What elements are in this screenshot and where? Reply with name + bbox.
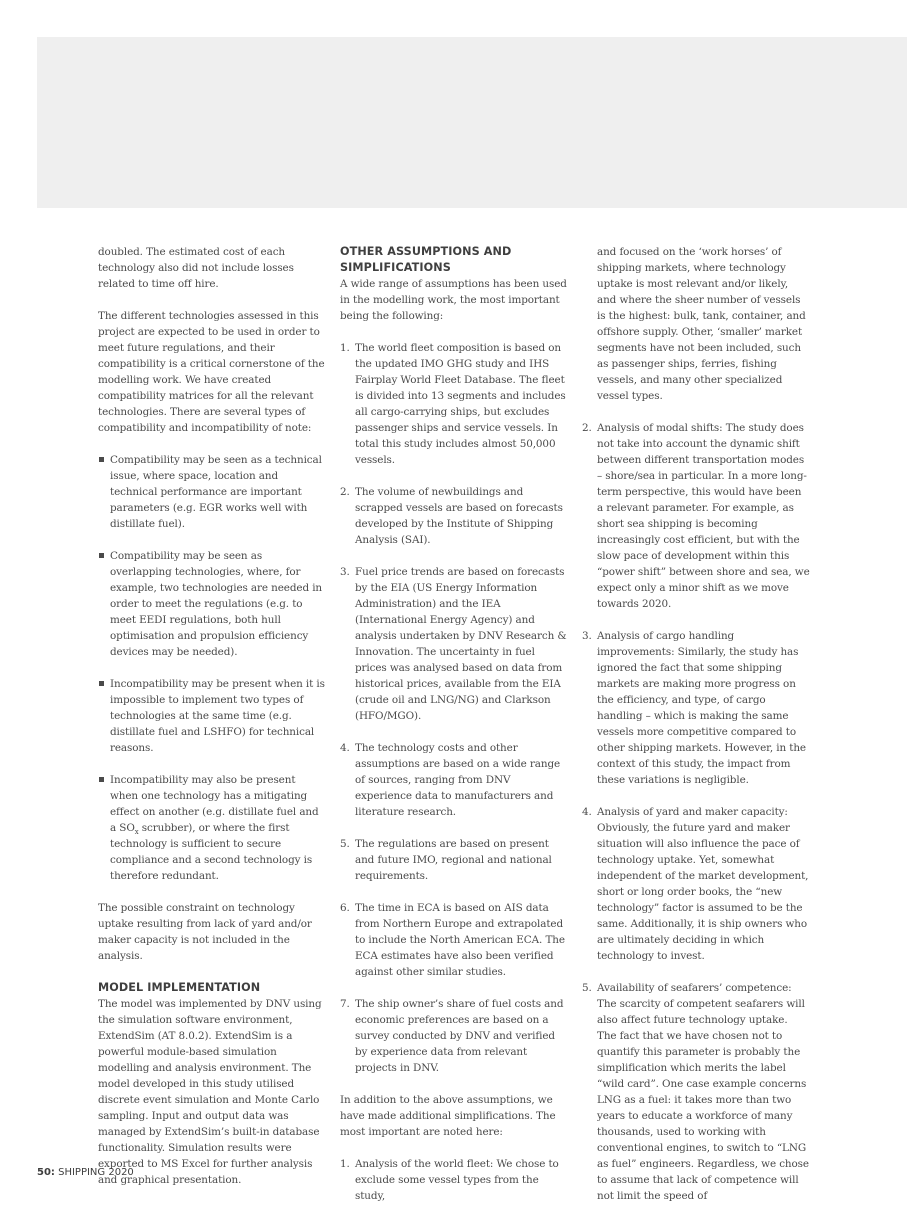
list-item-text: The regulations are based on present and future IMO, regional and national requirements. — [355, 838, 552, 882]
numbered-list — [340, 1156, 568, 1204]
list-item — [340, 900, 568, 980]
list-item — [582, 980, 810, 1204]
list-item — [582, 804, 810, 964]
bullet-icon — [99, 681, 104, 686]
column-2 — [340, 244, 568, 1220]
bullet-icon — [99, 457, 104, 462]
list-item-text: Analysis of modal shifts: The study does not take into account the dynamic shift between different transportation modes – shore/sea in particular. In a more long-term perspective, this would have been a relevant parameter. For example, as short sea shipping is becoming increasingly cost efficient, but with the slow pace of development within this “power shift” between shore and sea, we expect only a minor shift as we move towards 2020. — [597, 422, 810, 610]
column-3 — [582, 244, 810, 1220]
list-number: 6. — [340, 902, 350, 914]
list-number: 3. — [582, 630, 592, 642]
list-item-text: The technology costs and other assumptions are based on a wide range of sources, ranging from DNV experience data to manufacturers and literature research. — [355, 742, 561, 818]
paragraph: The model was implemented by DNV using the simulation software environment, ExtendSim (AT 8.0.2). ExtendSim is a powerful module-based simulation modelling and analysis environment. The model developed in this study utilised discrete event simulation and Monte Carlo sampling. Input and output data was managed by ExtendSim’s built-in database functionality. Simulation results were exported to MS Excel for further analysis and graphical presentation. — [98, 998, 322, 1186]
list-item-text: scrubber), or where the first technology is sufficient to secure compliance and a second technology is therefore redundant. — [110, 822, 313, 882]
list-item-text: Incompatibility may also be present when one technology has a mitigating effect on another (e.g. distillate fuel and a SO — [110, 774, 319, 834]
list-item — [98, 676, 326, 756]
list-item — [98, 548, 326, 660]
list-item — [340, 740, 568, 820]
paragraph: A wide range of assumptions has been used in the modelling work, the most important being the following: — [340, 278, 567, 322]
bullet-icon — [99, 553, 104, 558]
list-item — [340, 484, 568, 548]
list-item — [340, 1156, 568, 1204]
page-footer — [37, 1167, 134, 1178]
numbered-list — [340, 340, 568, 1076]
list-item-text: Incompatibility may be present when it is impossible to implement two types of technologies at the same time (e.g. distillate fuel and LSHFO) for technical reasons. — [110, 678, 325, 754]
list-item-text: Compatibility may be seen as overlapping technologies, where, for example, two technologies are needed in order to meet the regulations (e.g. to meet EEDI regulations, both hull optimisation and propulsion efficiency devices may be needed). — [110, 550, 323, 658]
publication-title: SHIPPING 2020 — [58, 1167, 134, 1178]
list-number: 3. — [340, 566, 350, 578]
list-number: 5. — [582, 982, 592, 994]
list-item-continued — [582, 244, 810, 404]
list-number: 2. — [340, 486, 350, 498]
list-item-text: and focused on the ‘work horses’ of shipping markets, where technology uptake is most relevant and/or likely, and where the sheer number of vessels is the highest: bulk, tank, container, and offshore supply. Other, ‘smaller’ market segments have not been included, such as passenger ships, ferries, fishing vessels, and many other specialized vessel types. — [597, 246, 806, 402]
list-number: 4. — [340, 742, 350, 754]
numbered-list — [582, 244, 810, 1204]
list-item-text: Fuel price trends are based on forecasts by the EIA (US Energy Information Administration) and the IEA (International Energy Agency) and analysis undertaken by DNV Research & Innovation. The uncertainty in fuel prices was analysed based on data from historical prices, available from the EIA (crude oil and LNG/NG) and Clarkson (HFO/MGO). — [355, 566, 567, 722]
paragraph: The possible constraint on technology uptake resulting from lack of yard and/or maker capacity is not included in the analysis. — [98, 902, 312, 962]
column-1 — [98, 244, 326, 1204]
list-item — [340, 996, 568, 1076]
section-heading: MODEL IMPLEMENTATION — [98, 981, 261, 994]
page-number: 50: — [37, 1167, 55, 1178]
list-number: 1. — [340, 1158, 350, 1170]
list-item-text: The world fleet composition is based on the updated IMO GHG study and IHS Fairplay World Fleet Database. The fleet is divided into 13 segments and includes all cargo-carrying ships, but excludes passenger ships and service vessels. In total this study includes almost 50,000 vessels. — [355, 342, 566, 466]
list-item — [98, 452, 326, 532]
list-number: 7. — [340, 998, 350, 1010]
list-item-text: Availability of seafarers’ competence: The scarcity of competent seafarers will also affect future technology uptake. The fact that we have chosen not to quantify this parameter is probably the simplification which merits the label “wild card”. One case example concerns LNG as a fuel: it takes more than two years to educate a workforce of many thousands, used to working with conventional engines, to switch to “LNG as fuel” engineers. Regardless, we chose to assume that lack of competence will not limit the speed of — [597, 982, 809, 1202]
paragraph: In addition to the above assumptions, we have made additional simplifications. The most important are noted here: — [340, 1094, 556, 1138]
list-item — [340, 836, 568, 884]
list-item-text: Analysis of cargo handling improvements: Similarly, the study has ignored the fact that some shipping markets are making more progress on the efficiency, and type, of cargo handling – which is making the same vessels more competitive compared to other shipping markets. However, in the context of this study, the impact from these variations is negligible. — [597, 630, 806, 786]
list-item — [340, 564, 568, 724]
list-item-text: The volume of newbuildings and scrapped vessels are based on forecasts developed by the Institute of Shipping Analysis (SAI). — [355, 486, 563, 546]
list-item-text: The time in ECA is based on AIS data from Northern Europe and extrapolated to include the North American ECA. The ECA estimates have also been verified against other similar studies. — [355, 902, 565, 978]
list-item — [582, 420, 810, 612]
list-item-text: Analysis of yard and maker capacity: Obviously, the future yard and maker situation will also influence the pace of technology uptake. Yet, somewhat independent of the market development, short or long order books, the “new technology” factor is assumed to be the same. Additionally, it is ship owners who are ultimately deciding in which technology to invest. — [597, 806, 809, 962]
bullet-list — [98, 452, 326, 884]
list-number: 4. — [582, 806, 592, 818]
list-number: 1. — [340, 342, 350, 354]
bullet-icon — [99, 777, 104, 782]
list-item-text: Analysis of the world fleet: We chose to exclude some vessel types from the study, — [355, 1158, 559, 1202]
list-item-text: The ship owner’s share of fuel costs and economic preferences are based on a survey conducted by DNV and verified by experience data from relevant projects in DNV. — [355, 998, 564, 1074]
list-item — [98, 772, 326, 884]
paragraph: The different technologies assessed in this project are expected to be used in order to meet future regulations, and their compatibility is a critical cornerstone of the modelling work. We have created compatibility matrices for all the relevant technologies. There are several types of compatibility and incompatibility of note: — [98, 310, 325, 434]
header-banner — [37, 37, 907, 208]
list-item — [582, 628, 810, 788]
list-item — [340, 340, 568, 468]
list-number: 2. — [582, 422, 592, 434]
subscript: x — [134, 828, 139, 837]
list-number: 5. — [340, 838, 350, 850]
section-heading: OTHER ASSUMPTIONS AND SIMPLIFICATIONS — [340, 245, 512, 274]
paragraph: doubled. The estimated cost of each technology also did not include losses related to time off hire. — [98, 246, 294, 290]
list-item-text: Compatibility may be seen as a technical issue, where space, location and technical performance are important parameters (e.g. EGR works well with distillate fuel). — [110, 454, 322, 530]
